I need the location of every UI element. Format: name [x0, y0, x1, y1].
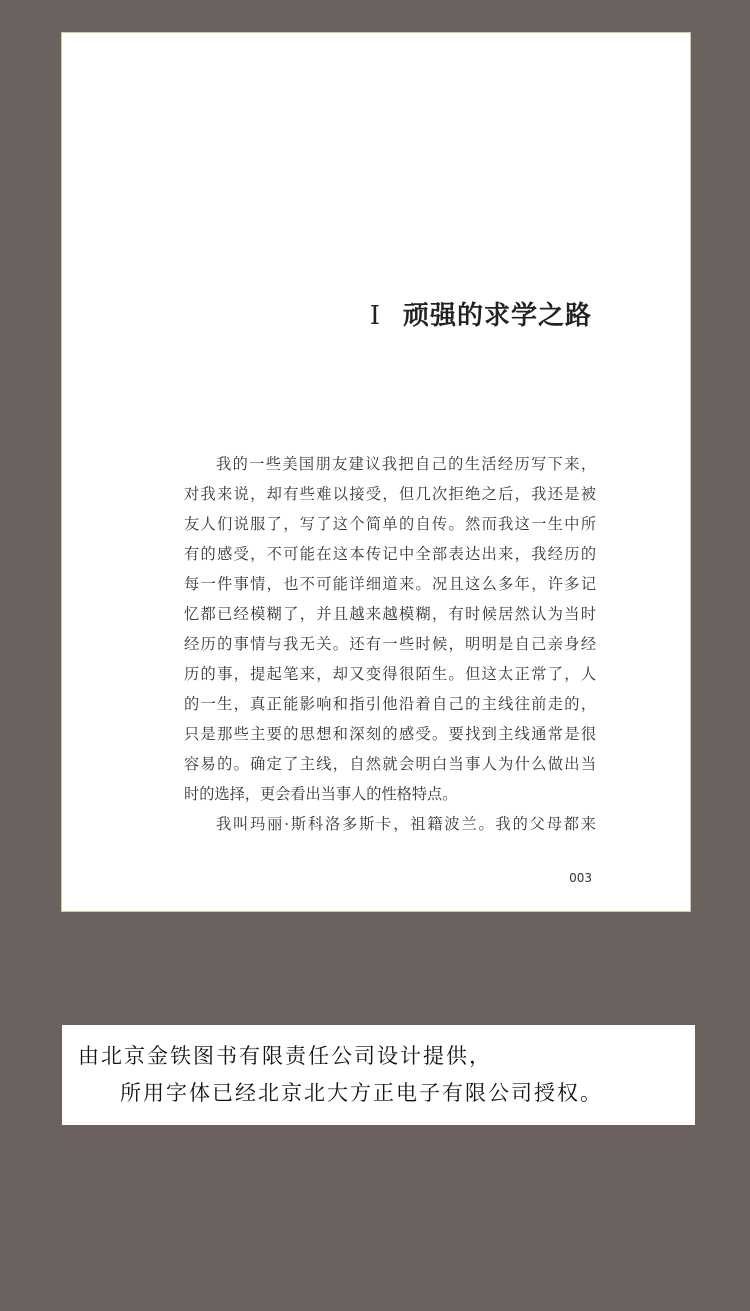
text-line: 时的选择，更会看出当事人的性格特点。 [184, 785, 458, 803]
chapter-number: I [369, 301, 381, 331]
text-line: 友人们说服了，写了这个简单的自传。然而我这一生中所 [184, 515, 596, 533]
body-text [184, 449, 596, 839]
book-page [61, 32, 691, 912]
text-line: 我的一些美国朋友建议我把自己的生活经历写下来， [216, 455, 596, 473]
chapter-title-text: 顽强的求学之路 [402, 301, 592, 331]
credit-line-2: 所用字体已经北京北大方正电子有限公司授权。 [120, 1081, 603, 1105]
text-line: 的一生，真正能影响和指引他沿着自己的主线往前走的， [184, 695, 596, 713]
text-line: 我叫玛丽·斯科洛多斯卡，祖籍波兰。我的父母都来 [216, 815, 596, 833]
credit-line-1: 由北京金铁图书有限责任公司设计提供， [78, 1044, 492, 1068]
text-line: 每一件事情，也不可能详细道来。况且这么多年，许多记 [184, 575, 596, 593]
text-line: 对我来说，却有些难以接受，但几次拒绝之后，我还是被 [184, 485, 596, 503]
text-line: 历的事，提起笔来，却又变得很陌生。但这太正常了，人 [184, 665, 596, 683]
page-number: 003 [569, 871, 592, 885]
chapter-title [370, 295, 592, 332]
credit-notice [62, 1025, 695, 1125]
text-line: 经历的事情与我无关。还有一些时候，明明是自己亲身经 [184, 635, 596, 653]
text-line: 只是那些主要的思想和深刻的感受。要找到主线通常是很 [184, 725, 596, 743]
text-line: 忆都已经模糊了，并且越来越模糊，有时候居然认为当时 [184, 605, 596, 623]
text-line: 容易的。确定了主线，自然就会明白当事人为什么做出当 [184, 755, 596, 773]
text-line: 有的感受，不可能在这本传记中全部表达出来，我经历的 [184, 545, 596, 563]
